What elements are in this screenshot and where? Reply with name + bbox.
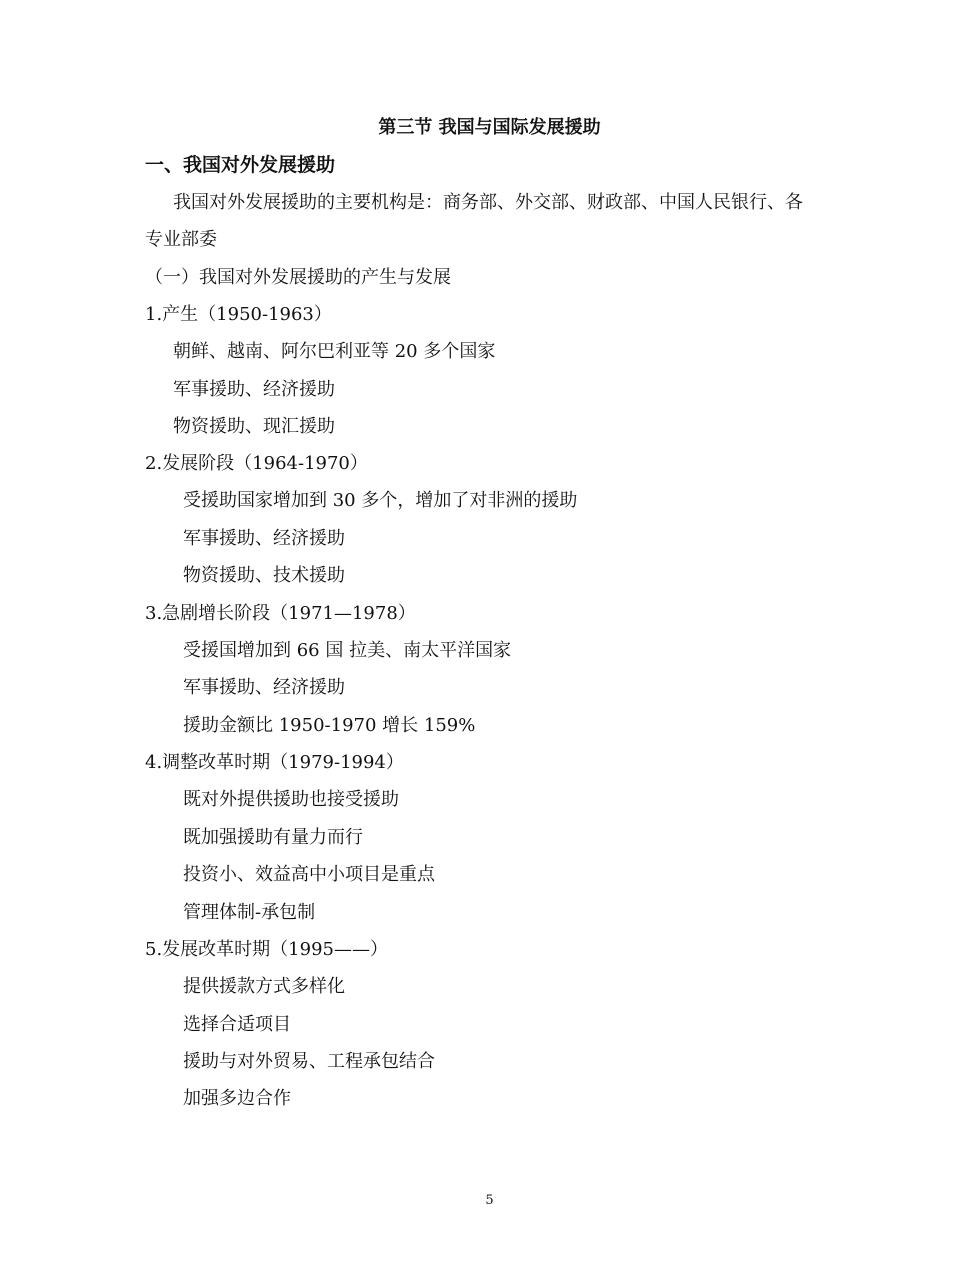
list-item: 朝鲜、越南、阿尔巴利亚等 20 多个国家 [173,341,496,362]
list-item: 军事援助、经济援助 [173,379,335,400]
page-title: 第三节 我国与国际发展援助 [378,117,601,138]
list-item: 受援助国家增加到 30 多个，增加了对非洲的援助 [183,490,578,511]
stage-heading: 5.发展改革时期（1995——） [145,939,388,960]
stage-heading: 2.发展阶段（1964-1970） [145,453,368,474]
list-item: 军事援助、经济援助 [183,528,345,549]
intro-text-line-1: 我国对外发展援助的主要机构是：商务部、外交部、财政部、中国人民银行、各 [173,192,803,213]
list-item: 既对外提供援助也接受援助 [183,789,399,810]
list-item: 受援国增加到 66 国 拉美、南太平洋国家 [183,640,512,661]
list-item: 投资小、效益高中小项目是重点 [183,864,435,885]
page-number: 5 [485,1193,494,1208]
list-item: 物资援助、现汇援助 [173,416,335,437]
list-item: 提供援款方式多样化 [183,976,345,997]
list-item: 军事援助、经济援助 [183,677,345,698]
list-item: 加强多边合作 [183,1088,291,1109]
intro-text-line-2: 专业部委 [145,229,217,250]
list-item: 管理体制-承包制 [183,902,316,923]
list-item: 选择合适项目 [183,1014,291,1035]
list-item: 援助金额比 1950-1970 增长 159% [183,715,476,736]
list-item: 援助与对外贸易、工程承包结合 [183,1051,435,1072]
stage-heading: 3.急剧增长阶段（1971—1978） [145,603,416,624]
stage-heading: 4.调整改革时期（1979-1994） [145,752,404,773]
list-item: 既加强援助有量力而行 [183,827,363,848]
section-heading: 一、我国对外发展援助 [145,154,336,176]
list-item: 物资援助、技术援助 [183,565,345,586]
stage-heading: 1.产生（1950-1963） [145,304,332,325]
subsection-heading: （一）我国对外发展援助的产生与发展 [145,267,451,288]
